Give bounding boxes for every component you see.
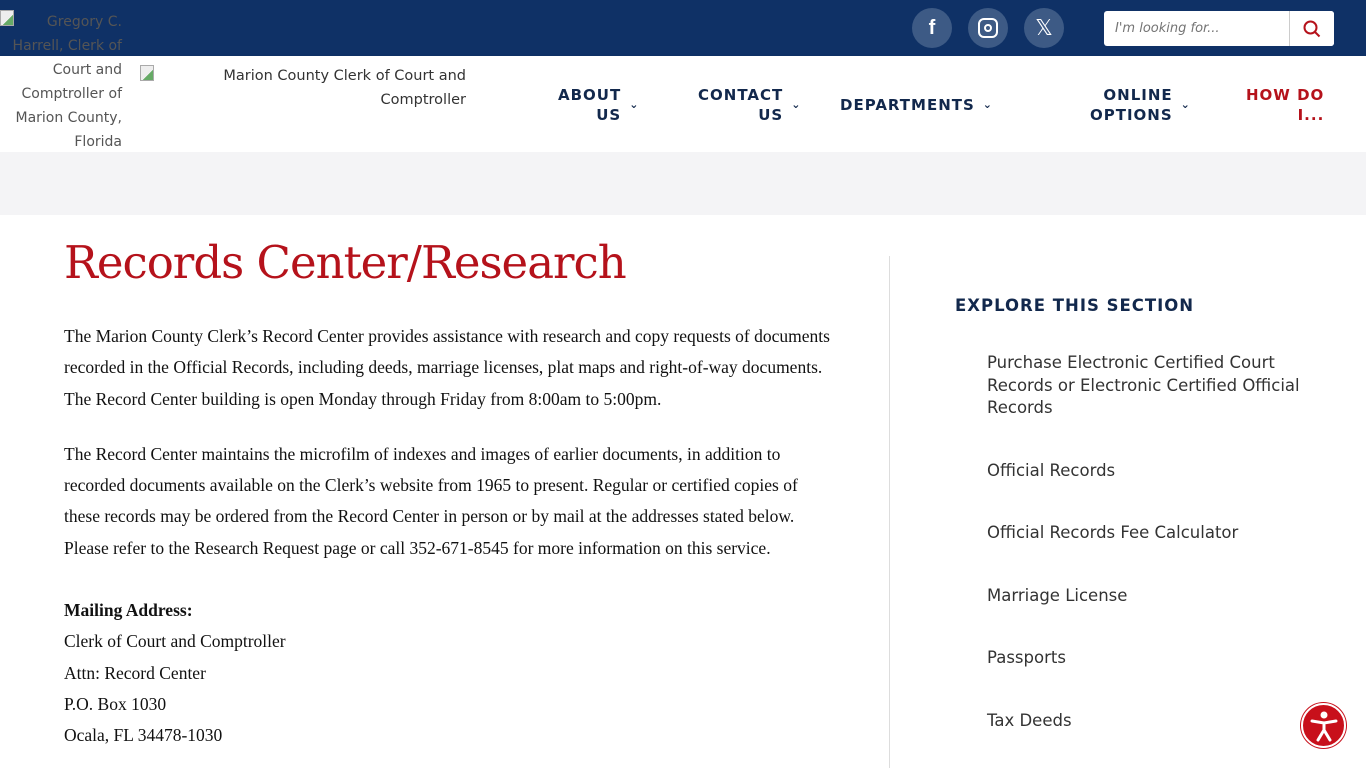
nav-label: I... — [1297, 106, 1325, 124]
instagram-icon[interactable] — [968, 8, 1008, 48]
records-paragraph: The Record Center maintains the microfilm of indexes and images of earlier documents, in addition to recorded documents available on the Clerk’s website from 1965 to present. Regular or certified copies of these records may be ordered from the Record Center in person or by mail at the addresses stated below. Please refer to the Research Request page or call 352-671-8545 for more information on this service. — [64, 443, 798, 558]
nav-how-do-i[interactable] — [1246, 85, 1324, 125]
search-button[interactable] — [1289, 11, 1334, 46]
x-icon[interactable]: 𝕏 — [1024, 8, 1064, 48]
nav-departments[interactable] — [840, 95, 993, 115]
search-form — [1104, 11, 1334, 46]
search-input[interactable] — [1104, 11, 1289, 46]
facebook-icon[interactable]: f — [912, 8, 952, 48]
intro-paragraph: The Marion County Clerk’s Record Center provides assistance with research and copy requests of documents recorded in the Official Records, including deeds, marriage licenses, plat maps and right-of-way documents. The Record Center building is open Monday through Friday from 8:00am to 5:00pm. — [64, 326, 830, 409]
address-line: Clerk of Court and Comptroller — [64, 631, 286, 652]
sidebar-item[interactable]: Official Records Fee Calculator — [987, 523, 1239, 542]
nav-about-us[interactable] — [558, 85, 639, 125]
main-content — [64, 321, 834, 752]
search-icon — [1303, 20, 1321, 38]
page-title: Records Center/Research — [64, 236, 626, 289]
sidebar-heading: EXPLORE THIS SECTION — [955, 296, 1195, 315]
chevron-down-icon: ⌄ — [1180, 98, 1191, 111]
sidebar-item[interactable]: Passports — [987, 648, 1066, 667]
nav-online-options[interactable] — [1090, 85, 1191, 125]
accessibility-button[interactable] — [1301, 703, 1346, 748]
nav-label: DEPARTMENTS — [840, 96, 975, 114]
page-banner — [0, 152, 1366, 215]
sidebar-item[interactable]: Tax Deeds — [987, 711, 1072, 730]
site-logo[interactable]: Marion County Clerk of Court and Comptroller — [223, 68, 466, 108]
nav-label: HOW DO — [1246, 86, 1325, 104]
chevron-down-icon: ⌄ — [791, 98, 802, 111]
nav-contact-us[interactable] — [698, 85, 801, 125]
address-line: Attn: Record Center — [64, 662, 206, 683]
chevron-down-icon: ⌄ — [982, 98, 994, 111]
sidebar-divider — [889, 256, 890, 768]
nav-label: CONTACT — [698, 86, 784, 104]
nav-label: US — [596, 106, 622, 124]
broken-image-icon — [0, 10, 14, 26]
sidebar-item[interactable]: Official Records — [987, 461, 1116, 480]
accessibility-icon — [1309, 710, 1339, 742]
nav-label: OPTIONS — [1090, 106, 1173, 124]
top-bar — [0, 0, 1366, 56]
nav-label: ONLINE — [1103, 86, 1173, 104]
clerk-logo[interactable]: Gregory C. Harrell, Clerk of Court and Comptroller of Marion County, Florida — [12, 14, 122, 150]
address-line: Ocala, FL 34478-1030 — [64, 725, 223, 746]
mailing-label: Mailing Address: — [64, 600, 193, 621]
sidebar-item[interactable]: Marriage License — [987, 586, 1128, 605]
nav-label: ABOUT — [558, 86, 622, 104]
sidebar-item[interactable]: Purchase Electronic Certified Court Records or Electronic Certified Official Records — [987, 353, 1300, 417]
chevron-down-icon: ⌄ — [629, 98, 640, 111]
address-line: P.O. Box 1030 — [64, 693, 167, 714]
nav-label: US — [758, 106, 784, 124]
